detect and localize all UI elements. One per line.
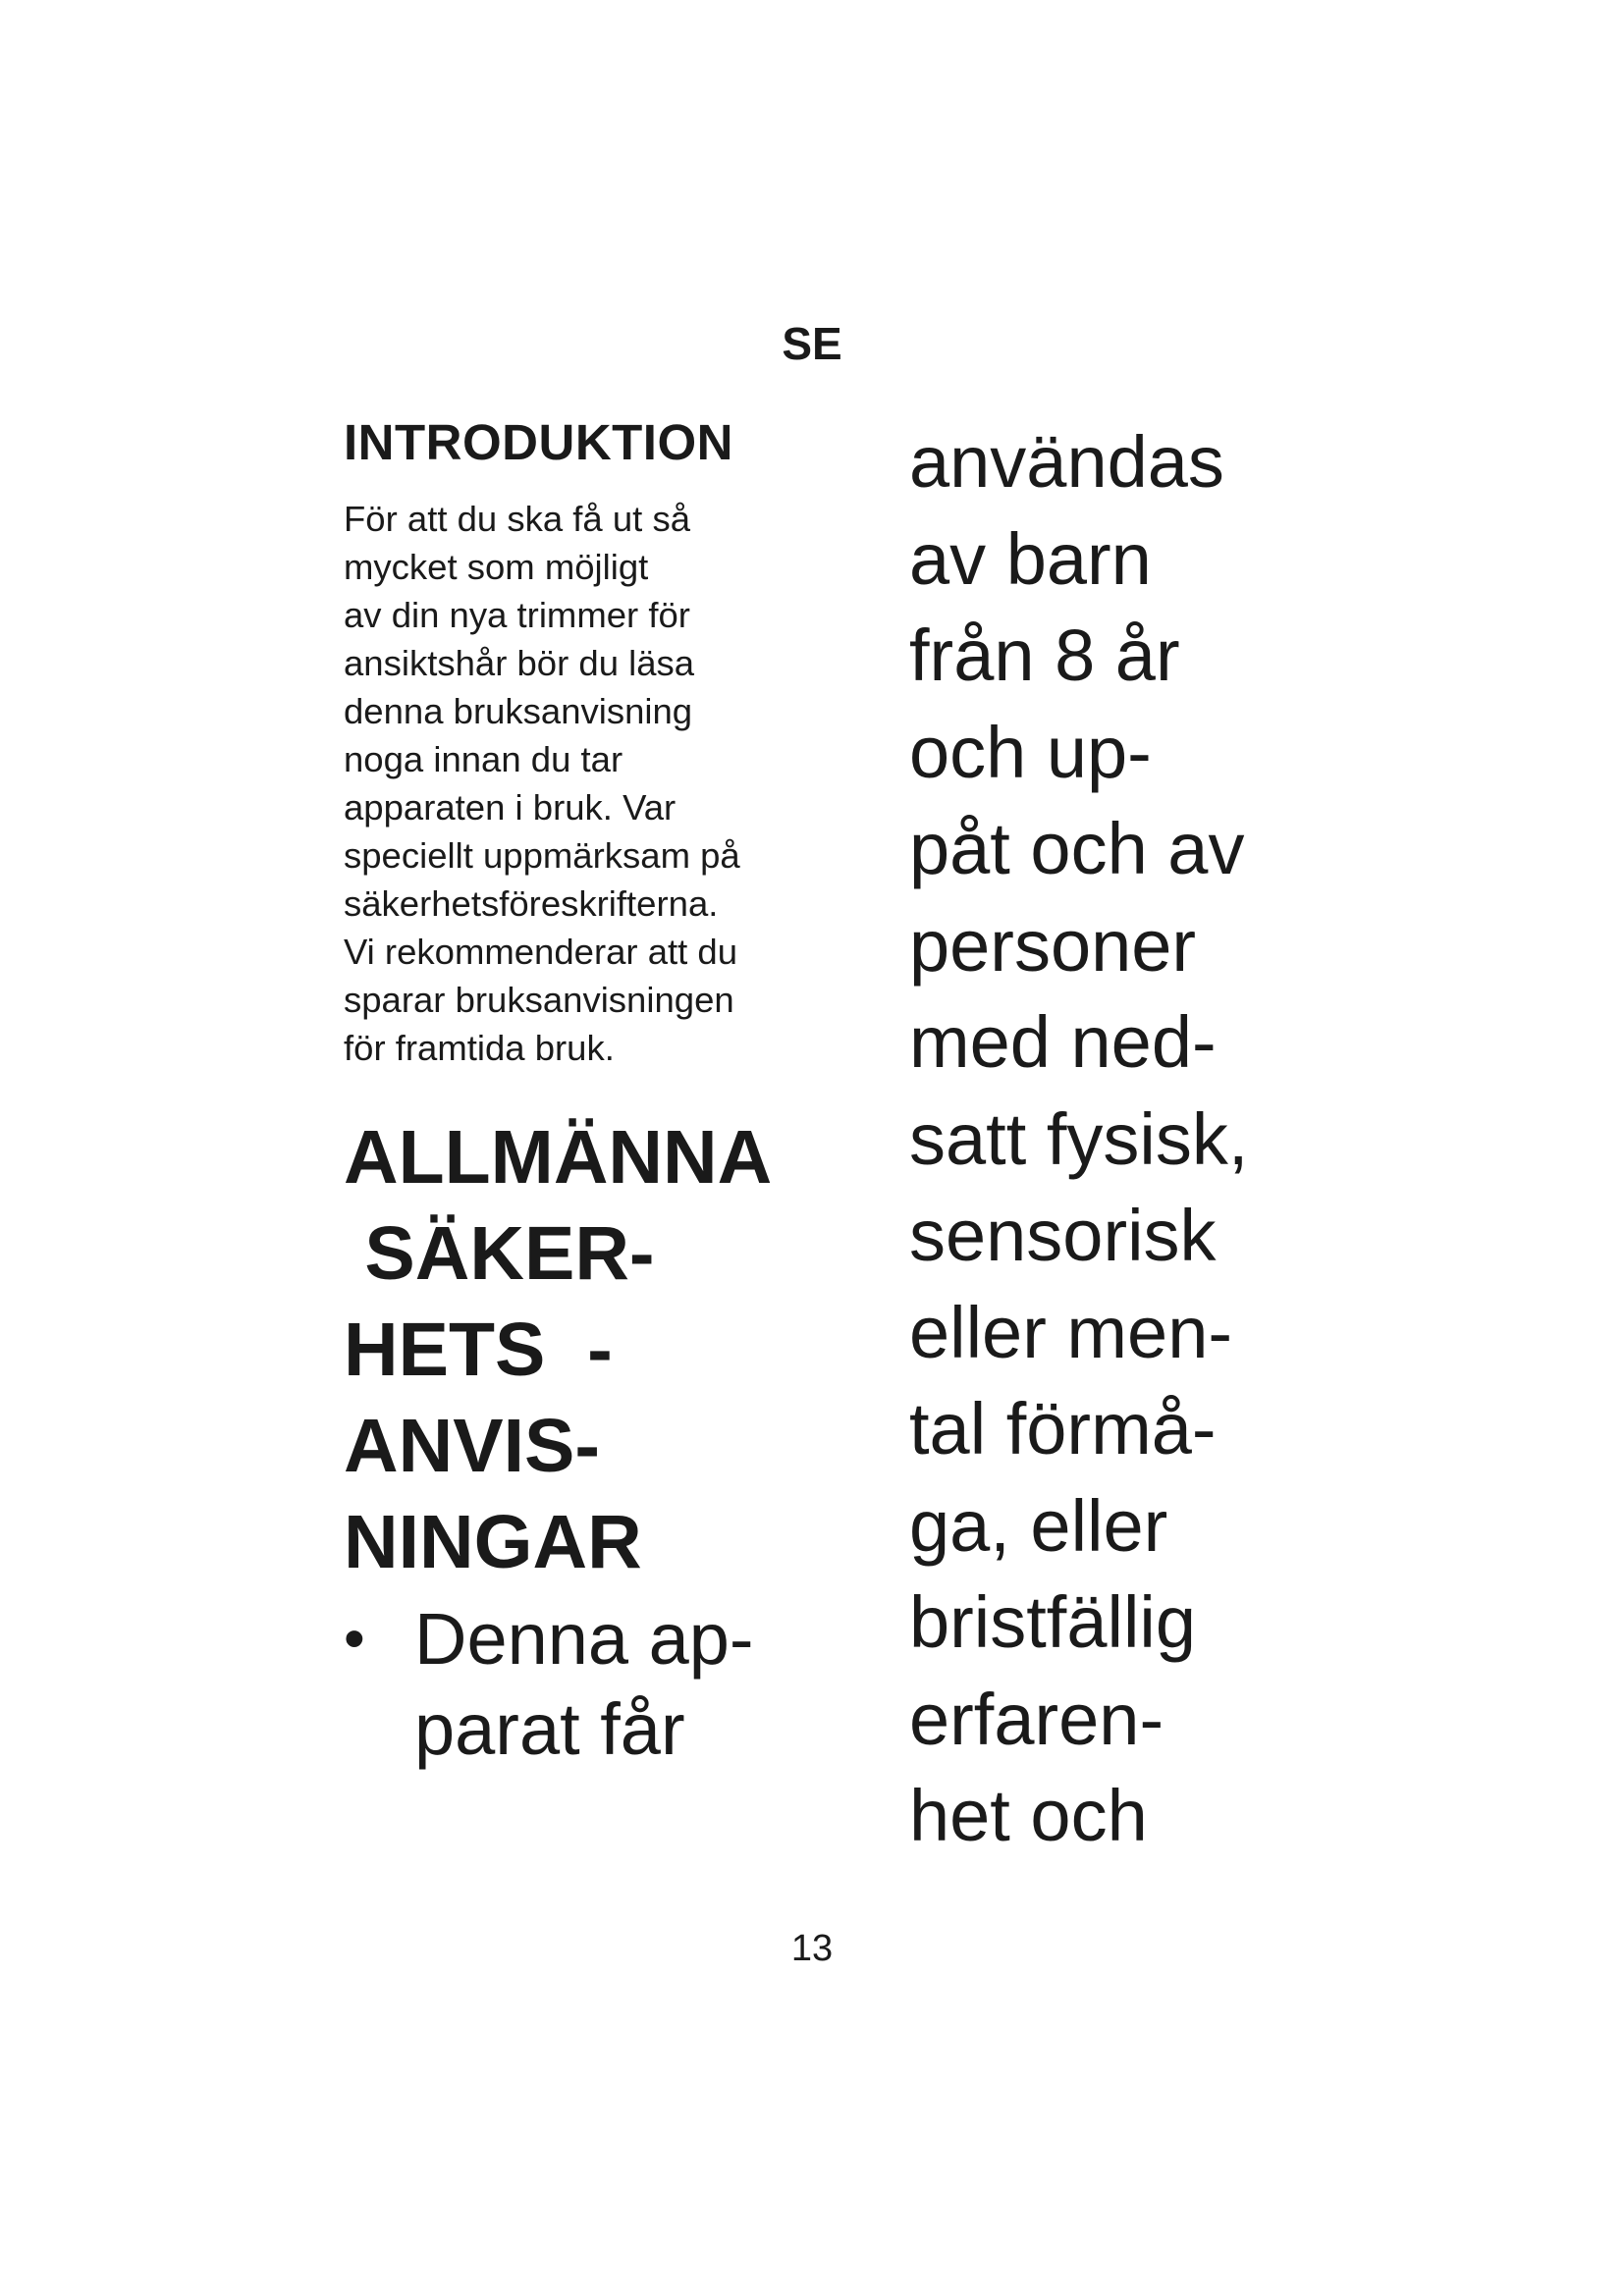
safety-heading	[344, 1109, 825, 1590]
continuation-line: påt och av	[909, 808, 1245, 889]
right-column	[909, 414, 1331, 1865]
introduction-line: ansiktshår bör du läsa	[344, 643, 695, 683]
introduction-line: mycket som möjligt	[344, 547, 649, 587]
continuation-line: från 8 år	[909, 614, 1180, 696]
bullet-line: parat får	[414, 1688, 685, 1770]
continuation-line: bristfällig	[909, 1581, 1196, 1663]
introduction-line: speciellt uppmärksam på	[344, 835, 740, 876]
bullet-icon: •	[344, 1605, 365, 1673]
introduction-line: sparar bruksanvisningen	[344, 980, 734, 1020]
bullet-text	[414, 1594, 825, 1775]
continuation-line: het och	[909, 1775, 1148, 1856]
introduction-line: säkerhetsföreskrifterna.	[344, 883, 719, 924]
introduction-line: Vi rekommenderar att du	[344, 932, 738, 972]
safety-heading-line: HETS -	[344, 1308, 613, 1392]
introduction-line: För att du ska få ut så	[344, 499, 691, 539]
safety-heading-line: SÄKER-	[344, 1211, 655, 1296]
continuation-line: tal förmå-	[909, 1388, 1217, 1469]
introduction-body	[344, 495, 825, 1072]
safety-bullet-item	[344, 1594, 825, 1775]
continuation-line: personer	[909, 904, 1197, 987]
introduction-line: av din nya trimmer för	[344, 595, 690, 635]
bullet-line: Denna ap-	[414, 1598, 754, 1680]
continuation-line: eller men-	[909, 1291, 1232, 1373]
continuation-line: sensorisk	[909, 1195, 1217, 1276]
safety-heading-line: ANVIS-	[344, 1404, 600, 1488]
safety-heading-line: ALLMÄNNA	[344, 1115, 773, 1200]
continuation-line: satt fysisk,	[909, 1097, 1249, 1180]
continuation-line: av barn	[909, 517, 1152, 600]
continuation-text	[909, 414, 1331, 1865]
continuation-line: och up-	[909, 711, 1152, 793]
continuation-line: användas	[909, 421, 1224, 503]
introduction-line: noga innan du tar	[344, 739, 623, 779]
continuation-line: erfaren-	[909, 1678, 1164, 1760]
continuation-line: med ned-	[909, 1001, 1217, 1083]
introduction-line: denna bruksanvisning	[344, 691, 693, 731]
page-number: 13	[790, 1928, 834, 1969]
introduction-line: apparaten i bruk. Var	[344, 787, 677, 828]
language-code: SE	[782, 318, 842, 369]
left-column	[344, 412, 825, 1775]
safety-heading-line: NINGAR	[344, 1500, 642, 1584]
continuation-line: ga, eller	[909, 1484, 1168, 1567]
introduction-heading: INTRODUKTION	[344, 414, 733, 470]
introduction-line: för framtida bruk.	[344, 1028, 615, 1068]
